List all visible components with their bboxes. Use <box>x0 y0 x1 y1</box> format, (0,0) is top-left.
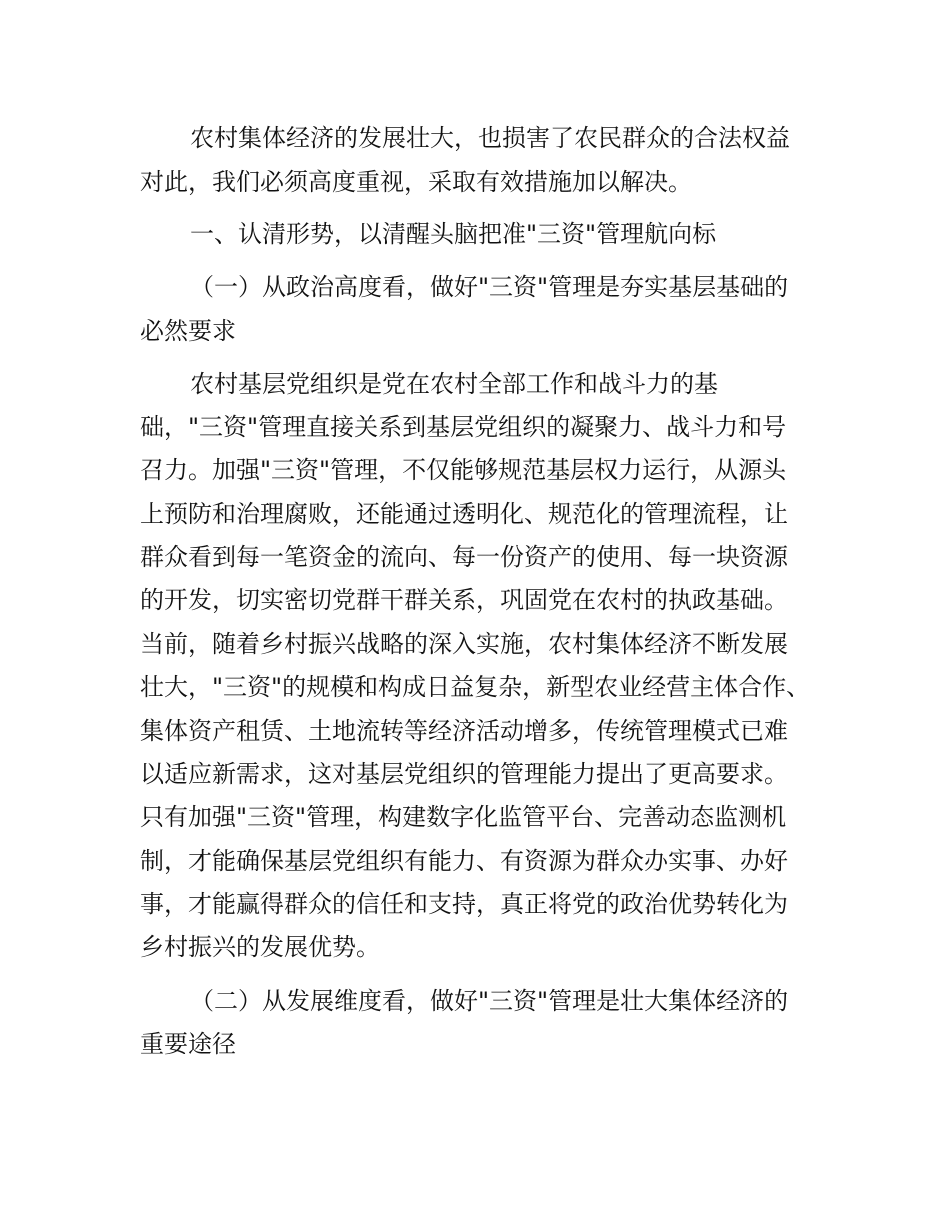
paragraph-line: 对此，我们必须高度重视，采取有效措施加以解决。 <box>140 168 692 196</box>
paragraph-line: 的开发，切实密切党群干群关系，巩固党在农村的执政基础。 <box>140 586 788 614</box>
paragraph-line: 制，才能确保基层党组织有能力、有资源为群众办实事、办好 <box>140 847 788 875</box>
paragraph-line: 只有加强"三资"管理，构建数字化监管平台、完善动态监测机 <box>140 803 787 831</box>
paragraph-line: 事，才能赢得群众的信任和支持，真正将党的政治优势转化为 <box>140 890 788 918</box>
subsection-heading: 重要途径 <box>140 1030 236 1058</box>
paragraph-line: 上预防和治理腐败，还能通过透明化、规范化的管理流程，让 <box>140 500 788 528</box>
paragraph-line: 础，"三资"管理直接关系到基层党组织的凝聚力、战斗力和号 <box>140 413 787 441</box>
subsection-heading: 必然要求 <box>140 317 236 345</box>
paragraph-line: 集体资产租赁、土地流转等经济活动增多，传统管理模式已难 <box>140 717 788 745</box>
paragraph-line: 农村集体经济的发展壮大，也损害了农民群众的合法权益 <box>190 124 790 152</box>
paragraph-line: 壮大，"三资"的规模和构成日益复杂，新型农业经营主体合作、 <box>140 673 811 701</box>
paragraph-line: 召力。加强"三资"管理，不仅能够规范基层权力运行，从源头 <box>140 456 787 484</box>
paragraph-line: 当前，随着乡村振兴战略的深入实施，农村集体经济不断发展 <box>140 630 788 658</box>
subsection-heading: （一）从政治高度看，做好"三资"管理是夯实基层基础的 <box>190 273 789 301</box>
paragraph-line: 农村基层党组织是党在农村全部工作和战斗力的基 <box>190 370 718 398</box>
paragraph-line: 以适应新需求，这对基层党组织的管理能力提出了更高要求。 <box>140 760 788 788</box>
paragraph-line: 乡村振兴的发展优势。 <box>140 933 380 961</box>
subsection-heading: （二）从发展维度看，做好"三资"管理是壮大集体经济的 <box>190 987 789 1015</box>
section-heading: 一、认清形势，以清醒头脑把准"三资"管理航向标 <box>190 220 717 248</box>
paragraph-line: 群众看到每一笔资金的流向、每一份资产的使用、每一块资源 <box>140 543 788 571</box>
